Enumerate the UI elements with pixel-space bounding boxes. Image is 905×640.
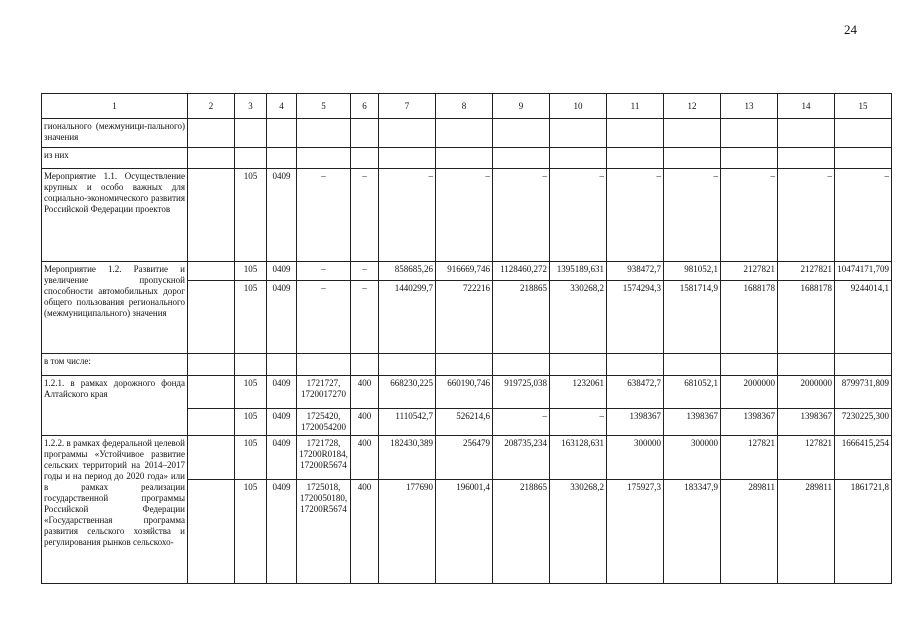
table-cell: 177690 (379, 480, 436, 584)
table-cell: 1398367 (607, 409, 664, 436)
table-cell: 0409 (267, 409, 297, 436)
table-cell: 1398367 (664, 409, 721, 436)
header-cell: 14 (778, 94, 835, 119)
table-cell (778, 148, 835, 169)
table-cell (188, 409, 235, 436)
table-cell (267, 354, 297, 376)
header-cell: 13 (721, 94, 778, 119)
table-cell (297, 119, 351, 148)
table-cell: 1861721,8 (835, 480, 892, 584)
table-cell (778, 354, 835, 376)
table-cell (188, 119, 235, 148)
table-cell: 1232061 (550, 376, 607, 409)
table-cell (721, 354, 778, 376)
header-cell: 11 (607, 94, 664, 119)
table-cell (778, 119, 835, 148)
table-cell: – (550, 169, 607, 262)
table-cell: – (664, 169, 721, 262)
table-cell (835, 119, 892, 148)
table-cell: 0409 (267, 436, 297, 480)
table-cell: – (607, 169, 664, 262)
table-cell: – (436, 169, 493, 262)
table-cell: 2000000 (721, 376, 778, 409)
table-cell: 2000000 (778, 376, 835, 409)
header-row (42, 94, 892, 119)
table-cell: 919725,038 (493, 376, 550, 409)
table-cell: 256479 (436, 436, 493, 480)
table-cell: 105 (235, 409, 267, 436)
table-cell (188, 480, 235, 584)
table-cell (351, 119, 379, 148)
header-cell: 15 (835, 94, 892, 119)
table-cell: 300000 (607, 436, 664, 480)
table-cell: 182430,389 (379, 436, 436, 480)
table-cell: 526214,6 (436, 409, 493, 436)
table-cell (664, 119, 721, 148)
table-cell: 0409 (267, 480, 297, 584)
table-cell: 330268,2 (550, 480, 607, 584)
table-cell (188, 376, 235, 409)
table-cell (297, 148, 351, 169)
table-row (42, 376, 892, 409)
table-cell (607, 148, 664, 169)
table-cell (235, 119, 267, 148)
table-cell (188, 169, 235, 262)
row-description: 1.2.1. в рамках дорожного фонда Алтайского края (42, 376, 188, 436)
table-cell: 938472,7 (607, 262, 664, 281)
table-cell: 208735,234 (493, 436, 550, 480)
table-cell: 400 (351, 409, 379, 436)
table-cell: 1581714,9 (664, 281, 721, 354)
table-cell: – (835, 169, 892, 262)
row-description: из них (42, 148, 188, 169)
table-cell: 1128460,272 (493, 262, 550, 281)
table-row (42, 262, 892, 281)
table-cell: – (351, 281, 379, 354)
table-cell: 127821 (721, 436, 778, 480)
table-cell (664, 354, 721, 376)
table-cell: 183347,9 (664, 480, 721, 584)
table-cell (235, 354, 267, 376)
table-cell: 105 (235, 480, 267, 584)
table-cell: 1398367 (778, 409, 835, 436)
header-cell: 9 (493, 94, 550, 119)
table-cell (664, 148, 721, 169)
table-cell: – (493, 169, 550, 262)
table-cell (297, 354, 351, 376)
header-cell: 5 (297, 94, 351, 119)
table-cell (436, 354, 493, 376)
table-cell: 218865 (493, 480, 550, 584)
table-cell (721, 148, 778, 169)
table-cell: – (721, 169, 778, 262)
table-cell: 105 (235, 281, 267, 354)
table-cell: – (778, 169, 835, 262)
table-cell: 330268,2 (550, 281, 607, 354)
table-cell: – (297, 281, 351, 354)
header-cell: 6 (351, 94, 379, 119)
table-cell (188, 354, 235, 376)
table-row (42, 119, 892, 148)
table-cell (267, 119, 297, 148)
table-cell: – (351, 169, 379, 262)
table-cell: 300000 (664, 436, 721, 480)
table-cell: 9244014,1 (835, 281, 892, 354)
table-cell: 105 (235, 436, 267, 480)
table-cell: – (297, 262, 351, 281)
table-cell: 400 (351, 436, 379, 480)
table-cell (835, 148, 892, 169)
table-cell: 681052,1 (664, 376, 721, 409)
table-cell: 127821 (778, 436, 835, 480)
table-cell: 289811 (778, 480, 835, 584)
table-cell (493, 148, 550, 169)
table-cell: 196001,4 (436, 480, 493, 584)
table-cell (379, 119, 436, 148)
table-row (42, 436, 892, 480)
header-cell: 2 (188, 94, 235, 119)
row-description: 1.2.2. в рамках федеральной целевой программы «Устойчивое развитие сельских территорий на 2014–2017 годы и на период до 2020 года» или в рамках реализации государственной программы Российской Федерации «Государственная программа развития сельского хозяйства и регулирования рынков сельскохо- (42, 436, 188, 584)
table-cell: 668230,225 (379, 376, 436, 409)
row-description: Мероприятие 1.2. Развитие и увеличение пропускной способности автомобильных дорог общего пользования регионального (межмуниципального) значения (42, 262, 188, 354)
table-cell: 218865 (493, 281, 550, 354)
table-cell: 1666415,254 (835, 436, 892, 480)
table-cell: 638472,7 (607, 376, 664, 409)
table-cell: 175927,3 (607, 480, 664, 584)
table-cell: 400 (351, 480, 379, 584)
table-cell: 1110542,7 (379, 409, 436, 436)
table-cell: 8799731,809 (835, 376, 892, 409)
table-cell (721, 119, 778, 148)
table-cell: 163128,631 (550, 436, 607, 480)
table-cell: 1721727, 1720017270 (297, 376, 351, 409)
table-cell (188, 262, 235, 281)
table-cell: 1574294,3 (607, 281, 664, 354)
table-cell: 0409 (267, 169, 297, 262)
header-cell: 8 (436, 94, 493, 119)
table-cell: 1721728, 17200R0184, 17200R5674 (297, 436, 351, 480)
table-cell (235, 148, 267, 169)
table-cell: 858685,26 (379, 262, 436, 281)
table-cell: – (351, 262, 379, 281)
row-description: гионального (межмуници-пального) значения (42, 119, 188, 148)
table-cell: 105 (235, 262, 267, 281)
table-cell: 0409 (267, 262, 297, 281)
page-number: 24 (844, 22, 857, 37)
budget-table (41, 93, 892, 584)
table-row (42, 354, 892, 376)
table-cell (351, 148, 379, 169)
table-cell (188, 281, 235, 354)
table-cell (436, 119, 493, 148)
table-cell: 289811 (721, 480, 778, 584)
table-cell: 10474171,709 (835, 262, 892, 281)
header-cell: 3 (235, 94, 267, 119)
table-cell (607, 354, 664, 376)
table-cell (379, 148, 436, 169)
header-cell: 12 (664, 94, 721, 119)
table-cell (493, 354, 550, 376)
table-cell: 1440299,7 (379, 281, 436, 354)
table-cell (493, 119, 550, 148)
header-cell: 7 (379, 94, 436, 119)
table-cell (188, 148, 235, 169)
table-cell: 1395189,631 (550, 262, 607, 281)
table-cell (550, 354, 607, 376)
table-cell (835, 354, 892, 376)
table-cell: 1725420, 1720054200 (297, 409, 351, 436)
table-cell: 981052,1 (664, 262, 721, 281)
table-cell: 1688178 (721, 281, 778, 354)
table-cell: 400 (351, 376, 379, 409)
table-cell: – (493, 409, 550, 436)
table-cell (550, 119, 607, 148)
table-cell: 722216 (436, 281, 493, 354)
table-cell (351, 354, 379, 376)
table-cell: 105 (235, 169, 267, 262)
row-description: в том числе: (42, 354, 188, 376)
table-cell: – (379, 169, 436, 262)
table-cell: 105 (235, 376, 267, 409)
table-cell (188, 436, 235, 480)
table-cell: 2127821 (721, 262, 778, 281)
table-cell (607, 119, 664, 148)
table-cell: 1688178 (778, 281, 835, 354)
table-cell: 1398367 (721, 409, 778, 436)
header-cell: 10 (550, 94, 607, 119)
table-cell (267, 148, 297, 169)
table-cell: 0409 (267, 281, 297, 354)
table-cell: 660190,746 (436, 376, 493, 409)
table-cell (550, 148, 607, 169)
table-cell: 916669,746 (436, 262, 493, 281)
table-cell (436, 148, 493, 169)
table-cell: 2127821 (778, 262, 835, 281)
header-cell: 4 (267, 94, 297, 119)
table-cell: 7230225,300 (835, 409, 892, 436)
table-cell: – (297, 169, 351, 262)
table-row (42, 148, 892, 169)
table-cell: 0409 (267, 376, 297, 409)
table-cell: 1725018, 1720050180, 17200R5674 (297, 480, 351, 584)
table-cell (379, 354, 436, 376)
header-cell: 1 (42, 94, 188, 119)
table-cell: – (550, 409, 607, 436)
row-description: Мероприятие 1.1. Осуществление крупных и особо важных для социально-экономического развития Российской Федерации проектов (42, 169, 188, 262)
table-row (42, 169, 892, 262)
